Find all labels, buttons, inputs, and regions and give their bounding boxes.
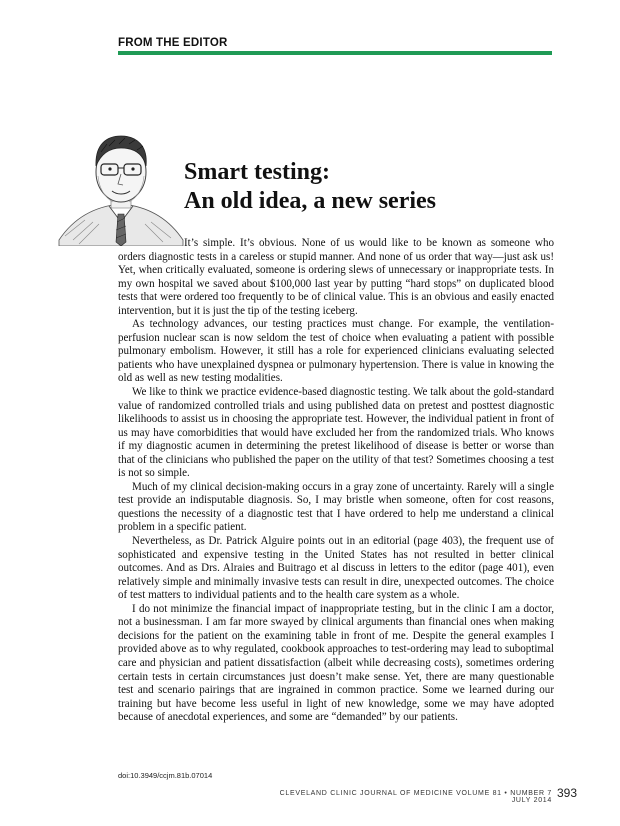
article-title — [184, 158, 564, 216]
journal-footer: CLEVELAND CLINIC JOURNAL OF MEDICINE VOLUME 81 • NUMBER 7 JULY 2014 — [279, 790, 552, 804]
doi-line: doi:10.3949/ccjm.81b.07014 — [118, 771, 213, 780]
body-paragraph: As technology advances, our testing practices must change. For example, the ventilation-perfusion nuclear scan is now seldom the test of choice when evaluating a patient with possible pulmonary embolism. However, it still has a role for experienced clinicians evaluating selected patients who have unexplained dyspnea or pulmonary hypertension. There is value in knowing the old as well as new testing modalities. — [118, 318, 554, 385]
page-number: 393 — [557, 786, 578, 800]
body-paragraph: I do not minimize the financial impact of inappropriate testing, but in the clinic I am a doctor, not a businessman. I am far more swayed by clinical arguments than financial ones when making decisions for the patient on the examining table in front of me. Despite the general examples I provided above as to why regulated, cookbook approaches to test-ordering may lead to suboptimal care and physician and patient dissatisfaction (albeit while decreasing costs), sometimes ordering certain tests in certain circumstances just doesn’t make sense. Yet, there are many questionable test and scenario pairings that are ingrained in common practice. Some we learned during our training but have become less useful in light of new knowledge, some we may have adopted because of anecdotal experiences, and some are “demanded” by our patients. — [118, 602, 554, 724]
body-paragraph: Much of my clinical decision-making occurs in a gray zone of uncertainty. Rarely will a single test provide an indisputable diagnosis. So, I may bristle when someone, often for cost reasons, questions the necessity of a diagnostic test that I have ordered to help me understand a clinical problem in a specific patient. — [118, 480, 554, 534]
article-title-line-2: An old idea, a new series — [184, 188, 436, 214]
editor-portrait-illustration — [55, 118, 187, 246]
article-title-line-1: Smart testing: — [184, 159, 330, 185]
body-paragraph: We like to think we practice evidence-based diagnostic testing. We talk about the gold-standard value of randomized controlled trials and using published data on pretest and posttest diagnostic likelihoods to assist us in choosing the appropriate test. However, the individual patient in front of us may have comorbidities that would have excluded her from the randomized trials. Who knows if my diagnostic acumen in determining the pretest likelihood of disease is better or worse than that of the clinicians who published the paper on the utility of that test? Sometimes choosing a test is not so simple. — [118, 386, 554, 480]
body-paragraph: It’s simple. It’s obvious. None of us would like to be known as someone who orders diagnostic tests in a careless or stupid manner. And none of us order that way—just ask us! Yet, when critically evaluated, someone is ordering slews of unnecessary or inappropriate tests. In my own hospital we saved about $100,000 last year by putting “hard stops” on duplicated blood tests that were ordered too frequently to be of clinical value. This is an obvious and easily enacted intervention, but it is just the tip of the testing iceberg. — [118, 237, 554, 317]
header-rule — [118, 51, 552, 55]
section-label: FROM THE EDITOR — [118, 37, 228, 49]
article-body — [118, 237, 554, 725]
body-paragraph: Nevertheless, as Dr. Patrick Alguire points out in an editorial (page 403), the frequent use of sophisticated and expensive testing in the United States has not resulted in better clinical outcomes. And as Drs. Alraies and Buitrago et al discuss in letters to the editor (page 401), even relatively simple and minimally invasive tests can result in dire, unexpected outcomes. The choice of test matters to individual patients and to the health care system as a whole. — [118, 535, 554, 602]
